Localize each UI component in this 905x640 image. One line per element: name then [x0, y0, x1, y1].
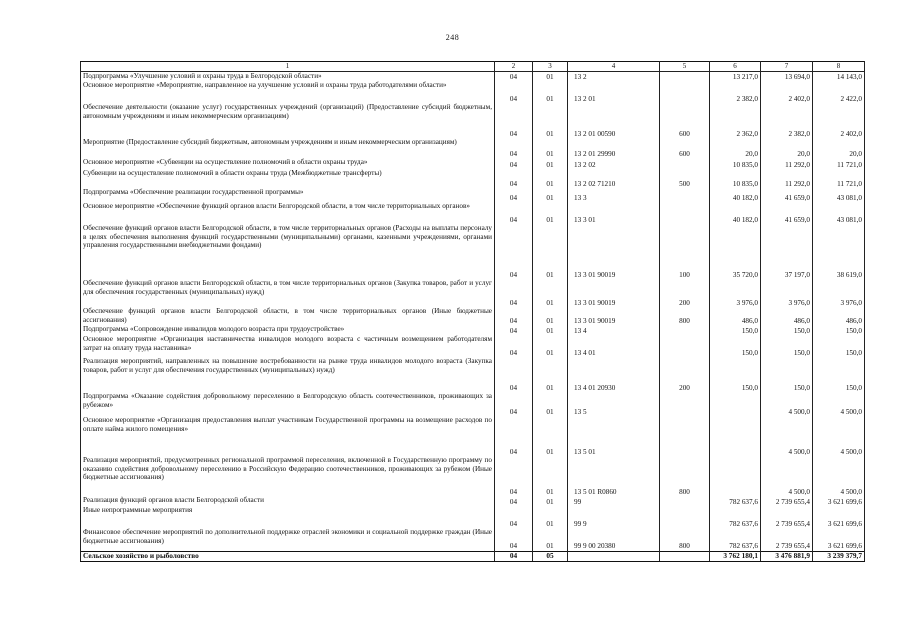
amount-year-2: 2 382,0	[761, 103, 813, 138]
expense-type-code	[660, 188, 710, 202]
amount-year-1: 10 835,0	[710, 158, 761, 169]
table-row	[81, 307, 865, 325]
target-article-code: 13 2	[568, 71, 660, 81]
row-description: Основное мероприятие «Обеспечение функций органов власти Белгородской области, в том числе территориальных органов»	[81, 202, 495, 224]
column-number: 4	[568, 62, 660, 72]
section-code: 04	[495, 416, 533, 456]
section-code: 04	[495, 169, 533, 188]
row-description: Подпрограмма «Обеспечение реализации государственной программы»	[81, 188, 495, 202]
expense-type-code: 800	[660, 456, 710, 496]
amount-year-1: 13 217,0	[710, 71, 761, 81]
target-article-code: 13 2 02	[568, 158, 660, 169]
target-article-code: 13 2 01 00590	[568, 103, 660, 138]
target-article-code: 13 4 01 20930	[568, 357, 660, 392]
target-article-code: 13 3 01	[568, 202, 660, 224]
column-number: 2	[495, 62, 533, 72]
amount-year-2: 150,0	[761, 357, 813, 392]
subsection-code: 01	[533, 325, 568, 335]
amount-year-2: 41 659,0	[761, 188, 813, 202]
amount-year-1: 486,0	[710, 307, 761, 325]
subsection-code: 01	[533, 279, 568, 307]
amount-year-2: 13 694,0	[761, 71, 813, 81]
row-description: Реализация мероприятий, направленных на повышение востребованности на рынке труда инвалидов молодого возраста (Закупка товаров, работ и услуг для обеспечения государственных (муниципальных) нужд)	[81, 357, 495, 392]
amount-year-1: 35 720,0	[710, 224, 761, 279]
amount-year-1: 782 637,6	[710, 506, 761, 528]
row-description: Основное мероприятие «Организация наставничества инвалидов молодого возраста с частичным возмещением работодателям затрат на оплату труда наставника»	[81, 335, 495, 357]
table-row	[81, 138, 865, 158]
table-row	[81, 158, 865, 169]
amount-year-3: 3 976,0	[813, 279, 865, 307]
section-code: 04	[495, 138, 533, 158]
row-description: Основное мероприятие «Субвенции на осуществление полномочий в области охраны труда»	[81, 158, 495, 169]
expense-type-code: 800	[660, 307, 710, 325]
row-description: Основное мероприятие «Организация предоставления выплат участникам Государственной программы на возмещение расходов по оплате найма жилого помещения»	[81, 416, 495, 456]
amount-year-2: 2 402,0	[761, 81, 813, 103]
amount-year-2: 11 292,0	[761, 158, 813, 169]
table-row	[81, 71, 865, 81]
table-row	[81, 357, 865, 392]
section-total-row	[81, 551, 865, 561]
expense-type-code	[660, 335, 710, 357]
subsection-code: 01	[533, 456, 568, 496]
amount-year-3: 4 500,0	[813, 456, 865, 496]
amount-year-3: 2 402,0	[813, 103, 865, 138]
amount-year-3: 3 621 699,6	[813, 528, 865, 551]
table-row	[81, 416, 865, 456]
amount-year-3: 3 621 699,6	[813, 506, 865, 528]
expense-type-code: 600	[660, 138, 710, 158]
table-row	[81, 202, 865, 224]
amount-year-1: 20,0	[710, 138, 761, 158]
row-description: Обеспечение функций органов власти Белгородской области, в том числе территориальных органов (Закупка товаров, работ и услуг для обеспечения государственных (муниципальных) нужд)	[81, 279, 495, 307]
total-subsection-code: 05	[533, 551, 568, 561]
table-row	[81, 169, 865, 188]
expense-type-code	[660, 325, 710, 335]
section-code: 04	[495, 335, 533, 357]
expense-type-code: 200	[660, 357, 710, 392]
amount-year-2: 2 739 655,4	[761, 506, 813, 528]
section-code: 04	[495, 506, 533, 528]
row-description: Мероприятие (Предоставление субсидий бюджетным, автономным учреждениям и иным некоммерческим организациям)	[81, 138, 495, 158]
section-code: 04	[495, 392, 533, 416]
section-code: 04	[495, 307, 533, 325]
expense-type-code	[660, 81, 710, 103]
amount-year-2: 2 739 655,4	[761, 528, 813, 551]
column-number: 8	[813, 62, 865, 72]
amount-year-3: 11 721,0	[813, 158, 865, 169]
amount-year-2: 4 500,0	[761, 456, 813, 496]
amount-year-3: 14 143,0	[813, 71, 865, 81]
table-row	[81, 335, 865, 357]
row-description: Финансовое обеспечение мероприятий по дополнительной поддержке отраслей экономики и социальной поддержке граждан (Иные бюджетные ассигнования)	[81, 528, 495, 551]
expense-type-code	[660, 158, 710, 169]
target-article-code: 13 5	[568, 392, 660, 416]
amount-year-1	[710, 416, 761, 456]
row-description: Реализация функций органов власти Белгородской области	[81, 496, 495, 506]
amount-year-1: 2 362,0	[710, 103, 761, 138]
table-row	[81, 392, 865, 416]
table-row	[81, 279, 865, 307]
table-row	[81, 81, 865, 103]
target-article-code: 13 2 02 71210	[568, 169, 660, 188]
target-article-code: 99 9 00 20380	[568, 528, 660, 551]
table-row	[81, 496, 865, 506]
target-article-code: 13 2 01	[568, 81, 660, 103]
section-code: 04	[495, 279, 533, 307]
expense-type-code: 100	[660, 224, 710, 279]
amount-year-3: 11 721,0	[813, 169, 865, 188]
amount-year-1	[710, 392, 761, 416]
amount-year-3: 3 621 699,6	[813, 496, 865, 506]
section-code: 04	[495, 202, 533, 224]
amount-year-2: 4 500,0	[761, 392, 813, 416]
target-article-code: 13 3 01 90019	[568, 279, 660, 307]
amount-year-2: 11 292,0	[761, 169, 813, 188]
subsection-code: 01	[533, 188, 568, 202]
amount-year-1: 40 182,0	[710, 202, 761, 224]
target-article-code: 99 9	[568, 506, 660, 528]
target-article-code: 13 3 01 90019	[568, 224, 660, 279]
budget-table-body	[81, 62, 865, 562]
amount-year-1: 782 637,6	[710, 528, 761, 551]
amount-year-1: 150,0	[710, 335, 761, 357]
amount-year-1: 782 637,6	[710, 496, 761, 506]
subsection-code: 01	[533, 138, 568, 158]
amount-year-2: 2 739 655,4	[761, 496, 813, 506]
column-number: 6	[710, 62, 761, 72]
expense-type-code: 200	[660, 279, 710, 307]
target-article-code: 13 2 01 29990	[568, 138, 660, 158]
subsection-code: 01	[533, 81, 568, 103]
amount-year-2: 20,0	[761, 138, 813, 158]
section-code: 04	[495, 456, 533, 496]
amount-year-3: 150,0	[813, 325, 865, 335]
column-number: 5	[660, 62, 710, 72]
column-number: 3	[533, 62, 568, 72]
expense-type-code	[660, 496, 710, 506]
subsection-code: 01	[533, 71, 568, 81]
expense-type-code	[660, 416, 710, 456]
amount-year-3: 4 500,0	[813, 416, 865, 456]
row-description: Подпрограмма «Сопровождение инвалидов молодого возраста при трудоустройстве»	[81, 325, 495, 335]
table-row	[81, 456, 865, 496]
section-code: 04	[495, 325, 533, 335]
section-code: 04	[495, 528, 533, 551]
table-row	[81, 188, 865, 202]
subsection-code: 01	[533, 335, 568, 357]
amount-year-3: 38 619,0	[813, 224, 865, 279]
expense-type-code	[660, 202, 710, 224]
amount-year-2: 150,0	[761, 335, 813, 357]
total-target-article-code	[568, 551, 660, 561]
target-article-code: 13 3	[568, 188, 660, 202]
total-expense-type-code	[660, 551, 710, 561]
target-article-code: 13 3 01 90019	[568, 307, 660, 325]
subsection-code: 01	[533, 307, 568, 325]
subsection-code: 01	[533, 496, 568, 506]
row-description: Субвенции на осуществление полномочий в области охраны труда (Межбюджетные трансферты)	[81, 169, 495, 188]
total-section-code: 04	[495, 551, 533, 561]
expense-type-code	[660, 506, 710, 528]
amount-year-3: 150,0	[813, 335, 865, 357]
amount-year-2: 4 500,0	[761, 416, 813, 456]
table-row	[81, 325, 865, 335]
amount-year-1: 3 976,0	[710, 279, 761, 307]
target-article-code: 13 4	[568, 325, 660, 335]
section-code: 04	[495, 71, 533, 81]
amount-year-2: 41 659,0	[761, 202, 813, 224]
row-description: Основное мероприятие «Мероприятие, направленное на улучшение условий и охраны труда работодателями области»	[81, 81, 495, 103]
amount-year-2: 37 197,0	[761, 224, 813, 279]
amount-year-3: 20,0	[813, 138, 865, 158]
total-row-description: Сельское хозяйство и рыболовство	[81, 551, 495, 561]
section-code: 04	[495, 224, 533, 279]
expense-type-code: 500	[660, 169, 710, 188]
amount-year-2: 486,0	[761, 307, 813, 325]
subsection-code: 01	[533, 528, 568, 551]
budget-table	[80, 61, 865, 562]
section-code: 04	[495, 158, 533, 169]
row-description: Обеспечение функций органов власти Белгородской области, в том числе территориальных органов (Расходы на выплаты персоналу в целях обеспечения выполнения функций государственными (муниципальными) органами, казенными учреждениями, органами управления государственными внебюджетными фондами)	[81, 224, 495, 279]
amount-year-3: 43 081,0	[813, 202, 865, 224]
table-row	[81, 506, 865, 528]
table-row	[81, 224, 865, 279]
total-amount-year-1: 3 762 180,1	[710, 551, 761, 561]
section-code: 04	[495, 188, 533, 202]
subsection-code: 01	[533, 169, 568, 188]
subsection-code: 01	[533, 103, 568, 138]
row-description: Подпрограмма «Улучшение условий и охраны труда в Белгородской области»	[81, 71, 495, 81]
amount-year-2: 150,0	[761, 325, 813, 335]
subsection-code: 01	[533, 416, 568, 456]
column-number-row	[81, 62, 865, 72]
row-description: Подпрограмма «Оказание содействия добровольному переселению в Белгородскую область соотечественников, проживающих за рубежом»	[81, 392, 495, 416]
column-number: 1	[81, 62, 495, 72]
expense-type-code	[660, 392, 710, 416]
row-description: Обеспечение деятельности (оказание услуг) государственных учреждений (организаций) (Предоставление субсидий бюджетным, автономным учреждениям и иным некоммерческим организациям)	[81, 103, 495, 138]
subsection-code: 01	[533, 158, 568, 169]
budget-table-container	[80, 61, 864, 562]
amount-year-1: 40 182,0	[710, 188, 761, 202]
expense-type-code	[660, 71, 710, 81]
amount-year-1: 2 382,0	[710, 81, 761, 103]
subsection-code: 01	[533, 224, 568, 279]
amount-year-1	[710, 456, 761, 496]
amount-year-1: 150,0	[710, 357, 761, 392]
row-description: Реализация мероприятий, предусмотренных региональной программой переселения, включенной в Государственную программу по оказанию содействия добровольному переселению в Российскую Федерацию соотечественников, проживающих за рубежом (Иные бюджетные ассигнования)	[81, 456, 495, 496]
target-article-code: 13 5 01	[568, 416, 660, 456]
subsection-code: 01	[533, 357, 568, 392]
amount-year-1: 150,0	[710, 325, 761, 335]
total-amount-year-2: 3 476 881,9	[761, 551, 813, 561]
target-article-code: 13 5 01 R0860	[568, 456, 660, 496]
target-article-code: 13 4 01	[568, 335, 660, 357]
amount-year-3: 43 081,0	[813, 188, 865, 202]
amount-year-3: 4 500,0	[813, 392, 865, 416]
section-code: 04	[495, 357, 533, 392]
amount-year-2: 3 976,0	[761, 279, 813, 307]
amount-year-3: 150,0	[813, 357, 865, 392]
expense-type-code: 800	[660, 528, 710, 551]
section-code: 04	[495, 496, 533, 506]
table-row	[81, 103, 865, 138]
table-row	[81, 528, 865, 551]
subsection-code: 01	[533, 392, 568, 416]
target-article-code: 99	[568, 496, 660, 506]
column-number: 7	[761, 62, 813, 72]
page-number: 248	[445, 33, 460, 42]
row-description: Иные непрограммные мероприятия	[81, 506, 495, 528]
expense-type-code: 600	[660, 103, 710, 138]
subsection-code: 01	[533, 202, 568, 224]
total-amount-year-3: 3 239 379,7	[813, 551, 865, 561]
subsection-code: 01	[533, 506, 568, 528]
amount-year-3: 486,0	[813, 307, 865, 325]
section-code: 04	[495, 81, 533, 103]
amount-year-3: 2 422,0	[813, 81, 865, 103]
row-description: Обеспечение функций органов власти Белгородской области, в том числе территориальных органов (Иные бюджетные ассигнования)	[81, 307, 495, 325]
section-code: 04	[495, 103, 533, 138]
amount-year-1: 10 835,0	[710, 169, 761, 188]
